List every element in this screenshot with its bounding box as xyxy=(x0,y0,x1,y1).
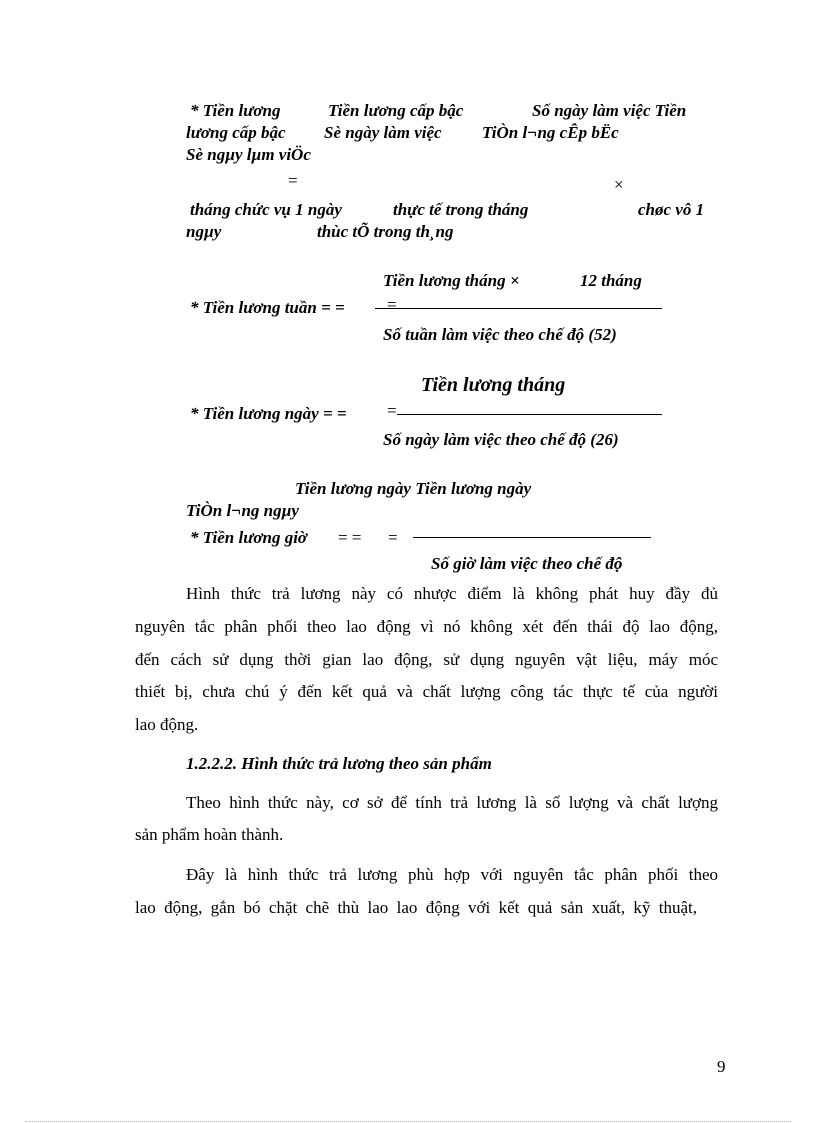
formula-monthly-term: Sè ngày làm việc xyxy=(324,123,442,142)
paragraph-line: lao động, gắn bó chặt chẽ thù lao lao động với kết quả sản xuất, kỹ thuật, xyxy=(135,898,697,917)
formula-hourly-label: * Tiền lương giờ xyxy=(190,528,308,547)
paragraph-line: Hình thức trả lương này có nhược điểm là không phát huy đầy đủ xyxy=(186,584,718,603)
formula-monthly-times: × xyxy=(614,175,624,194)
formula-weekly-denominator: Số tuần làm việc theo chế độ (52) xyxy=(383,325,617,344)
formula-monthly-label: * Tiền lương xyxy=(190,101,281,120)
formula-monthly-term: ngµy xyxy=(186,222,222,241)
page-number: 9 xyxy=(717,1057,726,1076)
paragraph-line: đến cách sử dụng thời gian lao động, sử dụng nguyên vật liệu, máy móc xyxy=(135,650,718,669)
formula-hourly-denominator: Số giờ làm việc theo chế độ xyxy=(431,554,623,573)
paragraph-line: Đây là hình thức trả lương phù hợp với nguyên tắc phân phối theo xyxy=(186,865,718,884)
formula-monthly-term: thực tế trong tháng xyxy=(393,200,529,219)
formula-weekly-equals: = xyxy=(387,295,397,314)
formula-monthly-term: chøc vô 1 xyxy=(638,200,705,219)
formula-weekly-numerator: 12 tháng xyxy=(580,271,642,290)
formula-daily-label: * Tiền lương ngày = = xyxy=(190,404,347,423)
formula-weekly-numerator: Tiền lương tháng × xyxy=(383,271,520,290)
formula-hourly-top: Tiền lương ngày Tiền lương ngày xyxy=(295,479,532,498)
formula-hourly-equals: = = xyxy=(338,528,362,547)
paragraph-line: sản phẩm hoàn thành. xyxy=(135,825,284,844)
paragraph-line: thiết bị, chưa chú ý đến kết quả và chất lượng công tác thực tế của người xyxy=(135,682,718,701)
paragraph-line: lao động. xyxy=(135,715,199,734)
formula-monthly-term: TiÒn l¬ng cÊp bËc xyxy=(482,123,619,142)
fraction-bar xyxy=(397,414,662,415)
formula-monthly-term: lương cấp bậc xyxy=(186,123,286,142)
paragraph-line: Theo hình thức này, cơ sở để tính trả lương là số lượng và chất lượng xyxy=(186,793,718,812)
formula-monthly-term: tháng chức vụ 1 ngày xyxy=(190,200,342,219)
formula-monthly-equals: = xyxy=(288,171,298,190)
formula-monthly-term: Số ngày làm việc Tiền xyxy=(532,101,687,120)
formula-monthly-term: Sè ngµy lµm viÖc xyxy=(186,145,311,164)
fraction-bar xyxy=(375,308,662,309)
formula-hourly-garbled: TiÒn l¬ng ngµy xyxy=(186,501,299,520)
paragraph-line: nguyên tắc phân phối theo lao động vì nó không xét đến thái độ lao động, xyxy=(135,617,718,636)
formula-daily-numerator: Tiền lương tháng xyxy=(421,374,566,396)
formula-daily-denominator: Số ngày làm việc theo chế độ (26) xyxy=(383,430,619,449)
section-heading: 1.2.2.2. Hình thức trả lương theo sản phẩm xyxy=(186,754,492,773)
formula-monthly-term: Tiền lương cấp bậc xyxy=(328,101,464,120)
formula-weekly-label: * Tiền lương tuần = = xyxy=(190,298,345,317)
formula-daily-equals: = xyxy=(387,401,397,420)
formula-hourly-equals: = xyxy=(388,528,398,547)
fraction-bar xyxy=(413,537,651,538)
page-bottom-border xyxy=(25,1121,791,1122)
formula-monthly-term: thùc tÕ trong th¸ng xyxy=(317,222,454,241)
